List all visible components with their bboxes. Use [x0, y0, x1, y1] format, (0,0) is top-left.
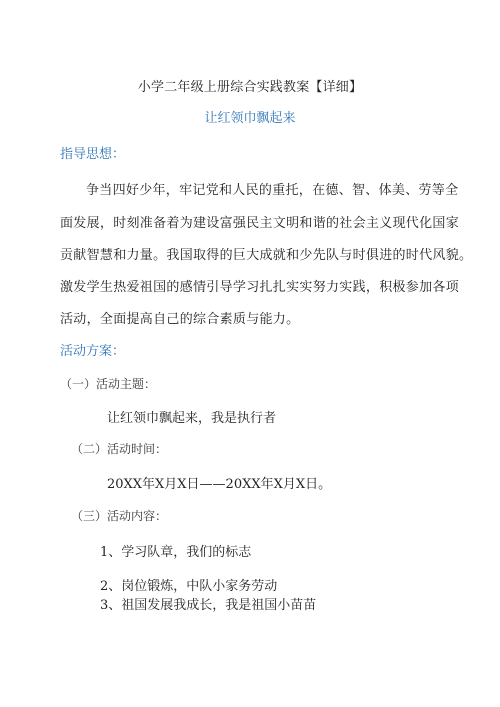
- guiding-line-2: 面发展，时刻准备着为建设富强民主文明和谐的社会主义现代化国家: [60, 216, 460, 231]
- guiding-line-1: 争当四好少年，牢记党和人民的重托，在德、智、体美、劳等全: [86, 183, 459, 198]
- guiding-line-5: 活动，全面提高自己的综合素质与能力。: [60, 312, 300, 327]
- guiding-heading: 指导思想：: [60, 147, 126, 162]
- plan-heading: 活动方案：: [60, 344, 126, 359]
- document-subtitle: 让红领巾飘起来: [204, 111, 296, 126]
- content-item-3: 3、祖国发展我成长，我是祖国小苗苗: [100, 598, 317, 613]
- content-item-1: 1、学习队章，我们的标志: [100, 545, 252, 560]
- time-heading: （二）活动时间：: [71, 442, 168, 456]
- document-title: 小学二年级上册综合实践教案【详细】: [137, 80, 363, 95]
- time-text: 20XX年X月X日——20XX年X月X日。: [107, 477, 332, 492]
- theme-heading: （一）活动主题：: [60, 377, 157, 391]
- theme-text: 让红领巾飘起来，我是执行者: [107, 411, 277, 426]
- content-heading: （三）活动内容：: [71, 509, 168, 523]
- guiding-line-3: 贡献智慧和力量。我国取得的巨大成就和少先队与时俱进的时代风貌。: [60, 248, 473, 263]
- guiding-line-4: 激发学生热爱祖国的感情引导学习扎扎实实努力实践，积极参加各项: [60, 280, 460, 295]
- content-item-2: 2、岗位锻炼，中队小家务劳动: [100, 579, 278, 594]
